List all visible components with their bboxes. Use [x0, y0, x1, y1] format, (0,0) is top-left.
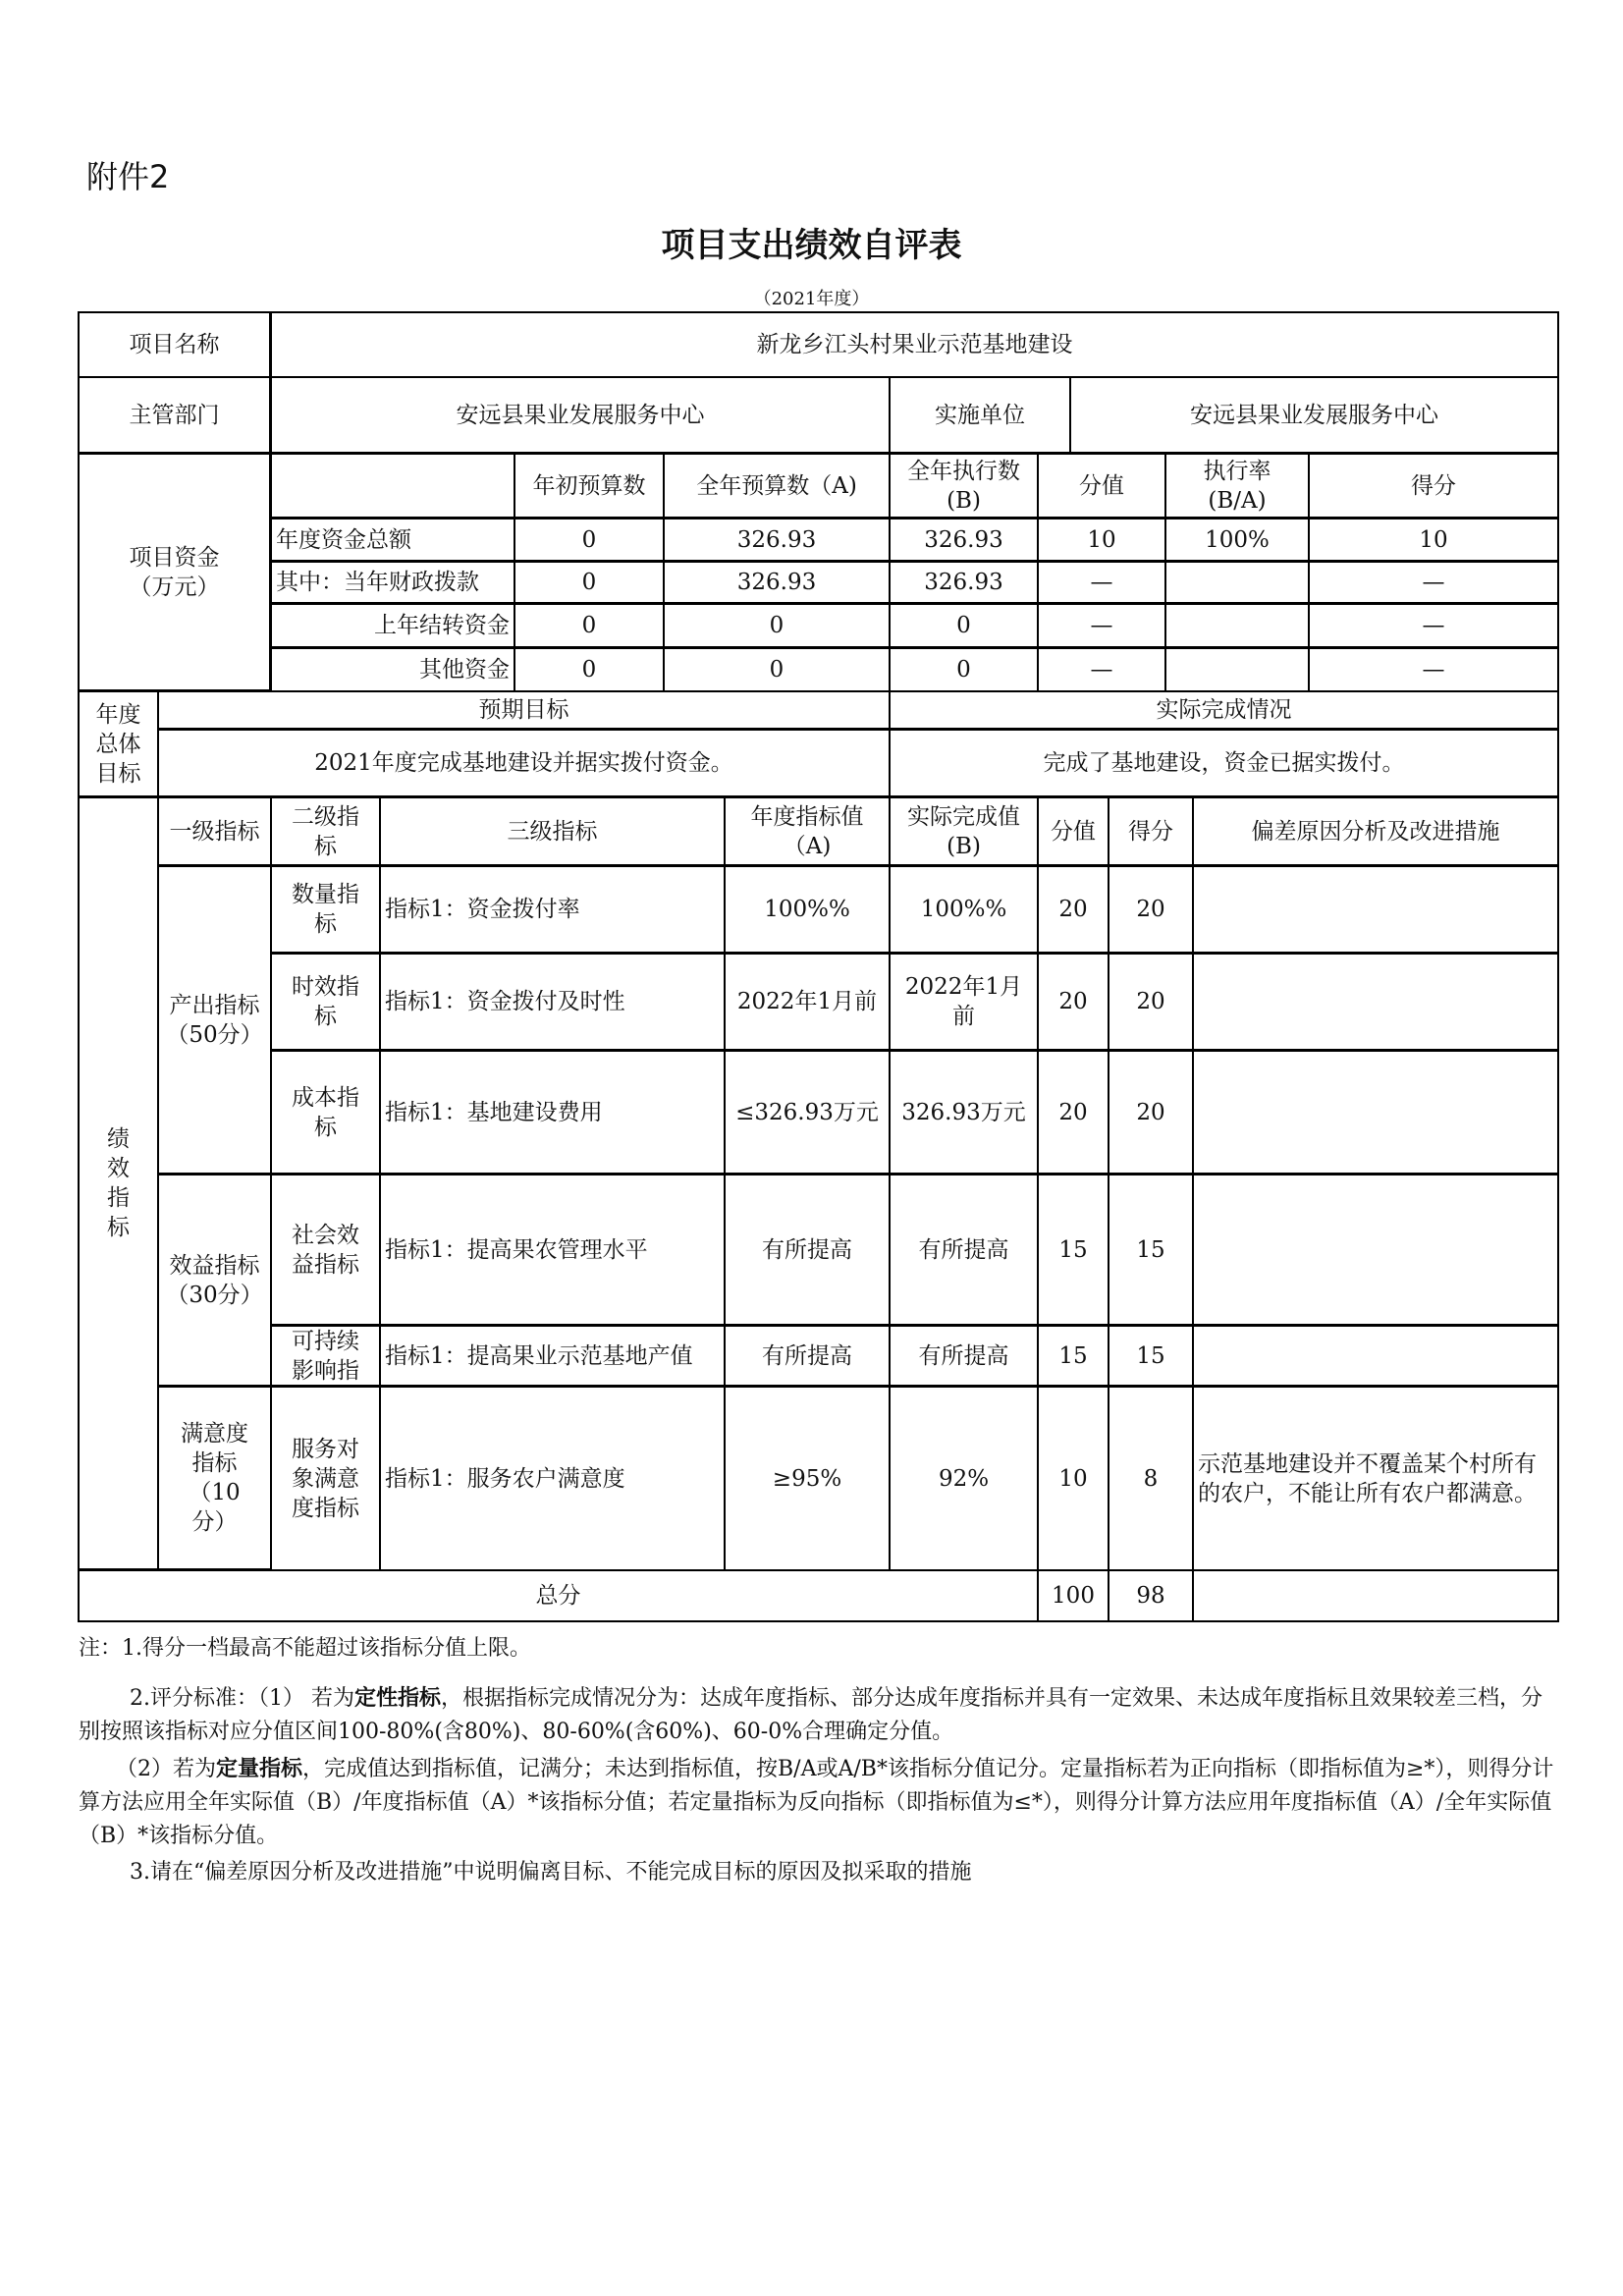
perf-l2: 社会效益指标 — [270, 1174, 381, 1326]
fund-cell: — — [1037, 561, 1166, 604]
perf-got: 15 — [1108, 1174, 1194, 1326]
perf-note — [1192, 1050, 1559, 1175]
fund-cell: 0 — [889, 647, 1039, 692]
perf-header: 实际完成值(B) — [889, 796, 1039, 866]
perf-a: ≤326.93万元 — [724, 1050, 891, 1175]
unit-value: 安远县果业发展服务中心 — [1069, 376, 1559, 454]
funds-header-blank — [270, 453, 515, 519]
note-3-bold: 定量指标 — [216, 1756, 303, 1781]
perf-got: 20 — [1108, 1050, 1194, 1175]
actual-goal: 完成了基地建设，资金已据实拨付。 — [889, 729, 1559, 797]
fund-row-name: 年度资金总额 — [270, 518, 515, 562]
perf-l3: 指标1：资金拨付率 — [379, 865, 726, 954]
perf-score: 20 — [1037, 953, 1109, 1051]
fund-cell: 326.93 — [889, 518, 1039, 562]
perf-header: 三级指标 — [379, 796, 726, 866]
fund-cell: — — [1308, 561, 1559, 604]
perf-header: 二级指标 — [270, 796, 381, 866]
perf-note: 示范基地建设并不覆盖某个村所有的农户，不能让所有农户都满意。 — [1192, 1386, 1559, 1571]
perf-b: 326.93万元 — [889, 1050, 1039, 1175]
fund-cell: 0 — [514, 647, 665, 692]
project-name: 新龙乡江头村果业示范基地建设 — [270, 311, 1559, 378]
perf-l2: 可持续影响指 — [270, 1325, 381, 1387]
fund-cell: 0 — [663, 603, 891, 648]
funds-header: 全年预算数（A) — [663, 453, 891, 519]
perf-l2: 服务对象满意度指标 — [270, 1386, 381, 1571]
perf-l3: 指标1：提高果农管理水平 — [379, 1174, 726, 1326]
funds-header: 得分 — [1308, 453, 1559, 519]
unit-label: 实施单位 — [889, 376, 1071, 454]
perf-score: 15 — [1037, 1174, 1109, 1326]
fund-cell: — — [1037, 647, 1166, 692]
note-1: 注：1.得分一档最高不能超过该指标分值上限。 — [79, 1636, 531, 1661]
perf-got: 15 — [1108, 1325, 1194, 1387]
dept-value: 安远县果业发展服务中心 — [270, 376, 891, 454]
fund-row-name: 上年结转资金 — [270, 603, 515, 648]
attachment-label: 附件2 — [86, 158, 170, 195]
goal-label: 年度总体目标 — [78, 690, 159, 797]
note-2 — [79, 1681, 1561, 1749]
perf-label: 绩效指标 — [78, 796, 159, 1570]
fund-cell: — — [1037, 603, 1166, 648]
funds-label: 项目资金（万元） — [78, 453, 271, 691]
note-2-text: 2.评分标准：（1） 若为 — [130, 1686, 354, 1711]
fund-row-name: 其他资金 — [270, 647, 515, 692]
total-note — [1192, 1569, 1559, 1622]
funds-header: 执行率(B/A) — [1164, 453, 1310, 519]
perf-got: 20 — [1108, 865, 1194, 954]
perf-note — [1192, 953, 1559, 1051]
perf-note — [1192, 1325, 1559, 1387]
perf-l2: 数量指标 — [270, 865, 381, 954]
perf-b: 有所提高 — [889, 1325, 1039, 1387]
note-3 — [79, 1752, 1561, 1853]
fund-cell — [1164, 561, 1310, 604]
fund-cell: — — [1308, 603, 1559, 648]
fund-cell: 326.93 — [889, 561, 1039, 604]
perf-got: 8 — [1108, 1386, 1194, 1571]
perf-note — [1192, 865, 1559, 954]
perf-group: 效益指标（30分） — [157, 1174, 272, 1387]
year-label: （2021年度） — [753, 289, 870, 309]
perf-note — [1192, 1174, 1559, 1326]
perf-group: 产出指标（50分） — [157, 865, 272, 1175]
note-2-text: ，根据指标完成情况分为：达成年度指标、部分达成年度指标并具有一定效果、未达成年度指标且效果较差三档，分别按照该指标对应分值区间100-80%(含80%)、80-60%(含60%)、60-0%合理确定分值。 — [79, 1686, 1543, 1744]
perf-a: 100%% — [724, 865, 891, 954]
funds-header: 年初预算数 — [514, 453, 665, 519]
fund-cell: 326.93 — [663, 561, 891, 604]
fund-cell: 0 — [514, 603, 665, 648]
fund-cell — [1164, 603, 1310, 648]
perf-header: 年度指标值（A) — [724, 796, 891, 866]
note-4: 3.请在“偏差原因分析及改进措施”中说明偏离目标、不能完成目标的原因及拟采取的措施 — [130, 1860, 972, 1885]
total-got: 98 — [1108, 1569, 1194, 1622]
total-score: 100 — [1037, 1569, 1109, 1622]
note-2-bold: 定性指标 — [353, 1685, 441, 1711]
perf-header: 分值 — [1037, 796, 1109, 866]
perf-score: 20 — [1037, 865, 1109, 954]
perf-b: 有所提高 — [889, 1174, 1039, 1326]
fund-cell: 0 — [514, 518, 665, 562]
perf-group: 满意度指标（10分） — [157, 1386, 272, 1570]
total-label: 总分 — [78, 1569, 1039, 1622]
perf-l3: 指标1：提高果业示范基地产值 — [379, 1325, 726, 1387]
perf-l2: 成本指标 — [270, 1050, 381, 1175]
perf-l2: 时效指标 — [270, 953, 381, 1051]
funds-header: 分值 — [1037, 453, 1166, 519]
fund-cell: 10 — [1308, 518, 1559, 562]
actual-goal-label: 实际完成情况 — [889, 690, 1559, 730]
perf-score: 10 — [1037, 1386, 1109, 1571]
fund-cell — [1164, 647, 1310, 692]
fund-row-name: 其中：当年财政拨款 — [270, 561, 515, 604]
fund-cell: 0 — [514, 561, 665, 604]
perf-a: 有所提高 — [724, 1174, 891, 1326]
perf-a: ≥95% — [724, 1386, 891, 1571]
perf-b: 2022年1月前 — [889, 953, 1039, 1051]
perf-score: 20 — [1037, 1050, 1109, 1175]
note-3-text: ，完成值达到指标值，记满分；未达到指标值，按B/A或A/B*该指标分值记分。定量指标若为正向指标（即指标值为≥*），则得分计算方法应用全年实际值（B）/年度指标值（A）*该指标分值；若定量指标为反向指标（即指标值为≤*），则得分计算方法应用年度指标值（A）/全年实际值（B）*该指标分值。 — [79, 1757, 1554, 1848]
fund-cell: — — [1308, 647, 1559, 692]
perf-b: 92% — [889, 1386, 1039, 1571]
fund-cell: 10 — [1037, 518, 1166, 562]
expected-goal: 2021年度完成基地建设并据实拨付资金。 — [157, 729, 891, 797]
perf-l3: 指标1：服务农户满意度 — [379, 1386, 726, 1571]
perf-header: 偏差原因分析及改进措施 — [1192, 796, 1559, 866]
expected-goal-label: 预期目标 — [157, 690, 891, 730]
note-3-text: （2）若为 — [116, 1757, 216, 1781]
perf-l3: 指标1：资金拨付及时性 — [379, 953, 726, 1051]
perf-l3: 指标1：基地建设费用 — [379, 1050, 726, 1175]
perf-header: 得分 — [1108, 796, 1194, 866]
perf-got: 20 — [1108, 953, 1194, 1051]
fund-cell: 0 — [889, 603, 1039, 648]
perf-a: 有所提高 — [724, 1325, 891, 1387]
perf-score: 15 — [1037, 1325, 1109, 1387]
fund-cell: 0 — [663, 647, 891, 692]
project-name-label: 项目名称 — [78, 311, 271, 378]
fund-cell: 326.93 — [663, 518, 891, 562]
perf-b: 100%% — [889, 865, 1039, 954]
funds-header: 全年执行数(B) — [889, 453, 1039, 519]
perf-header: 一级指标 — [157, 796, 272, 866]
dept-label: 主管部门 — [78, 376, 271, 454]
page-title: 项目支出绩效自评表 — [661, 226, 962, 265]
perf-a: 2022年1月前 — [724, 953, 891, 1051]
fund-cell: 100% — [1164, 518, 1310, 562]
